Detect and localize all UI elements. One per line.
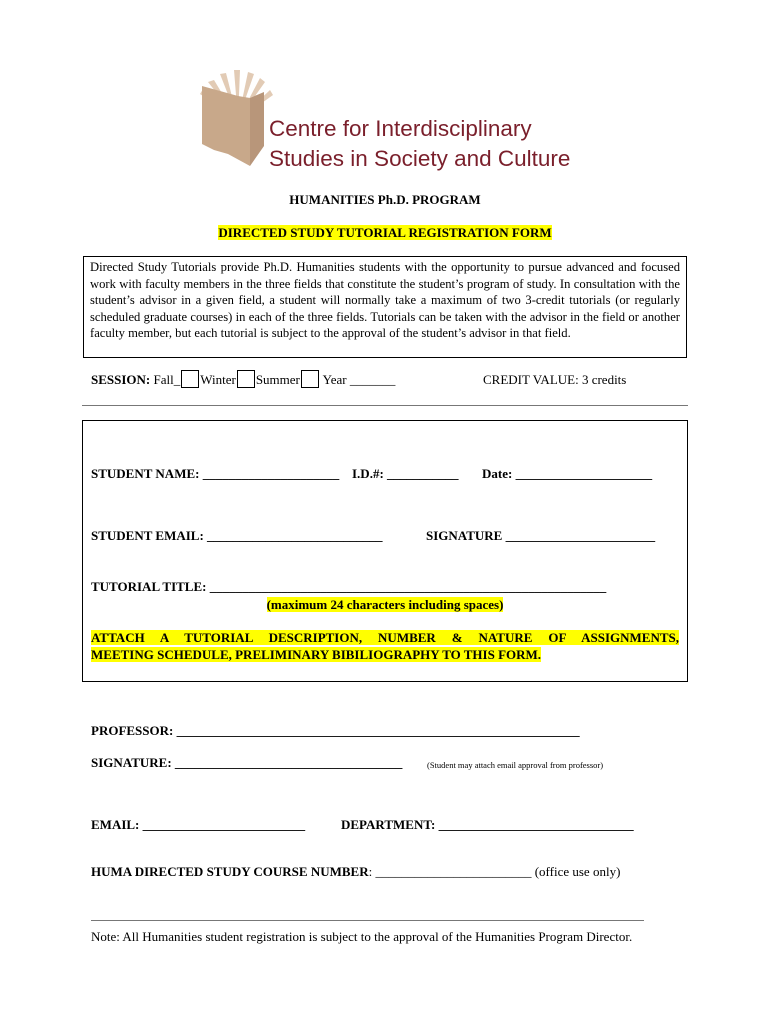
logo-line-2: Studies in Society and Culture xyxy=(269,146,571,171)
session-winter-label: Winter xyxy=(200,372,236,387)
form-title: DIRECTED STUDY TUTORIAL REGISTRATION FORM xyxy=(218,225,552,240)
logo-line-1: Centre for Interdisciplinary xyxy=(269,116,532,141)
winter-checkbox[interactable] xyxy=(237,370,255,388)
professor-signature-field[interactable]: SIGNATURE: ___________________________________ xyxy=(91,755,403,770)
attach-instruction-2: MEETING SCHEDULE, PRELIMINARY BIBILIOGRAPHY TO THIS FORM. xyxy=(91,647,542,662)
student-id-field[interactable]: I.D.#: ___________ xyxy=(352,466,459,481)
separator-line xyxy=(82,405,688,406)
bottom-separator xyxy=(91,920,644,921)
form-title-wrap xyxy=(0,224,770,242)
department-field[interactable]: DEPARTMENT: ______________________________ xyxy=(341,817,634,832)
session-summer-label: Summer xyxy=(255,372,300,387)
fall-checkbox[interactable] xyxy=(181,370,199,388)
student-email-field[interactable]: STUDENT EMAIL: ___________________________ xyxy=(91,528,383,543)
approval-note: Note: All Humanities student registration is subject to the approval of the Humanities Program Director. xyxy=(91,929,633,944)
session-label: SESSION: xyxy=(91,372,151,387)
attach-instruction-1: ATTACH A TUTORIAL DESCRIPTION, NUMBER & NATURE OF ASSIGNMENTS, xyxy=(91,630,679,645)
date-field[interactable]: Date: _____________________ xyxy=(482,466,653,481)
tutorial-title-field[interactable]: TUTORIAL TITLE: _____________________________________________________________ xyxy=(91,579,607,594)
session-year[interactable]: Year _______ xyxy=(322,372,396,387)
professor-email-field[interactable]: EMAIL: _________________________ xyxy=(91,817,306,832)
title-length-note: (maximum 24 characters including spaces) xyxy=(266,597,504,612)
course-number-field[interactable]: : ________________________ (office use only) xyxy=(368,864,621,879)
intro-box: Directed Study Tutorials provide Ph.D. Humanities students with the opportunity to pursue advanced and focused work with faculty members in the three fields that constitute the student’s program of study. In consultation with the student’s advisor in a given field, a student will normally take a maximum of two 3-credit tutorials (or regularly scheduled graduate courses) in each of the three fields. Tutorials can be taken with the advisor in the field or another faculty member, but each tutorial is subject to the approval of the student’s advisor in that field. xyxy=(83,256,687,358)
professor-field[interactable]: PROFESSOR: ______________________________________________________________ xyxy=(91,723,580,738)
program-title: HUMANITIES Ph.D. PROGRAM xyxy=(289,192,481,207)
open-book-sunburst-icon xyxy=(198,68,278,178)
course-number-row xyxy=(91,864,620,880)
session-fall-label: Fall xyxy=(153,372,174,387)
title-note-wrap xyxy=(0,596,770,614)
signature-note: (Student may attach email approval from professor) xyxy=(427,760,604,770)
course-number-label: HUMA DIRECTED STUDY COURSE NUMBER xyxy=(91,864,369,879)
session-row: SESSION: Fall_ Winter Summer Year _______ xyxy=(91,372,396,387)
credit-value: CREDIT VALUE: 3 credits xyxy=(483,372,627,387)
student-signature-field[interactable]: SIGNATURE _______________________ xyxy=(426,528,656,543)
student-name-field[interactable]: STUDENT NAME: _____________________ xyxy=(91,466,340,481)
summer-checkbox[interactable] xyxy=(301,370,319,388)
centre-logo xyxy=(198,68,578,178)
